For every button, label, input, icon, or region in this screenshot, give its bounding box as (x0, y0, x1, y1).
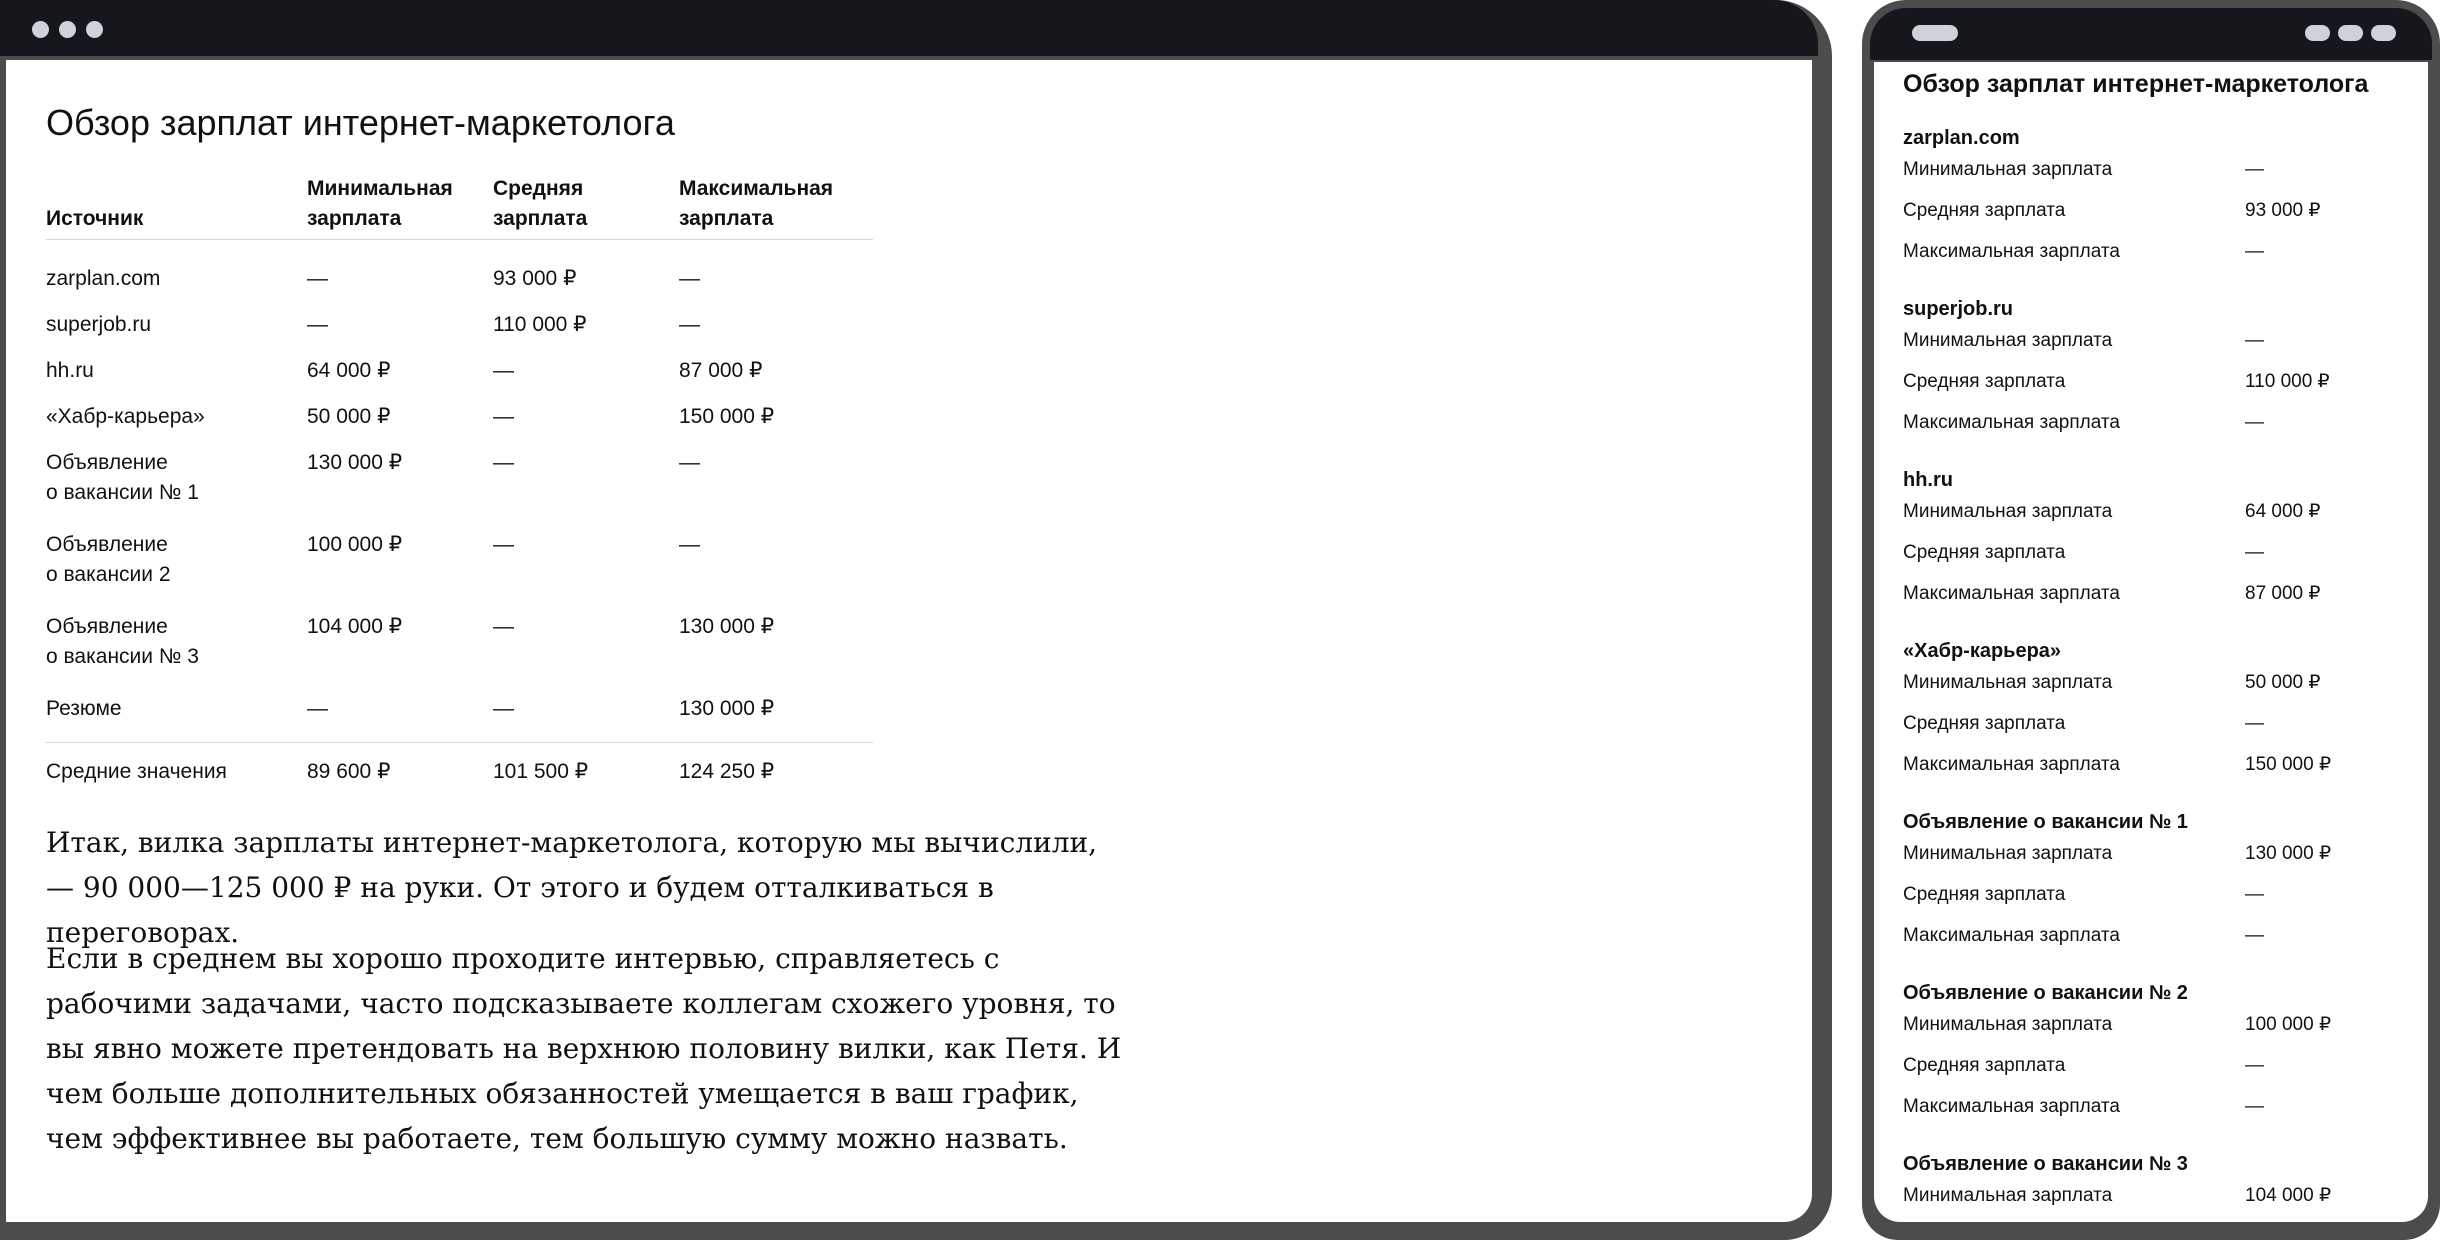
cell-source: «Хабр-карьера» (46, 405, 205, 428)
cell-avg: — (493, 359, 514, 382)
window-controls (32, 21, 103, 38)
list-item (1903, 712, 2413, 753)
cell-avg: — (493, 615, 514, 638)
item-label: Минимальная зарплата (1903, 1185, 2113, 1206)
cell-min: 100 000 ₽ (307, 533, 403, 556)
window-dot-icon (86, 21, 103, 38)
cell-max: 130 000 ₽ (679, 697, 775, 720)
mobile-page-title: Обзор зарплат интернет-маркетолога (1903, 70, 2369, 98)
cell-max: 87 000 ₽ (679, 359, 763, 382)
item-label: Минимальная зарплата (1903, 1014, 2113, 1035)
list-item (1903, 370, 2413, 411)
pill-icon (1912, 25, 1958, 41)
item-value: — (2245, 412, 2264, 433)
list-item (1903, 329, 2413, 370)
item-value: — (2245, 330, 2264, 351)
list-item (1903, 1054, 2413, 1095)
table-header (46, 174, 873, 240)
cell-min: 89 600 ₽ (307, 760, 391, 783)
section-title: zarplan.com (1903, 127, 2020, 149)
mobile-section (1903, 468, 2413, 639)
cell-source: Средние значения (46, 760, 227, 783)
cell-avg: 101 500 ₽ (493, 760, 589, 783)
table-row (46, 394, 873, 440)
mobile-section (1903, 1152, 2413, 1222)
list-item (1903, 1184, 2413, 1222)
header-max: Максимальная зарплата (679, 177, 834, 230)
item-value: 50 000 ₽ (2245, 672, 2321, 693)
mobile-section (1903, 981, 2413, 1152)
header-avg: Средняя зарплата (493, 177, 588, 230)
window-dot-icon (2338, 25, 2363, 41)
item-label: Минимальная зарплата (1903, 501, 2113, 522)
item-label: Минимальная зарплата (1903, 672, 2113, 693)
table-row (46, 686, 873, 732)
list-item (1903, 1013, 2413, 1054)
salary-table (46, 174, 873, 787)
table-row (46, 348, 873, 394)
table-footer (46, 742, 873, 787)
item-label: Максимальная зарплата (1903, 925, 2120, 946)
item-value: — (2245, 1096, 2264, 1117)
list-item (1903, 842, 2413, 883)
item-label: Максимальная зарплата (1903, 241, 2120, 262)
window-dot-icon (2305, 25, 2330, 41)
cell-min: 104 000 ₽ (307, 615, 403, 638)
list-item (1903, 541, 2413, 582)
cell-min: 50 000 ₽ (307, 405, 391, 428)
window-dot-icon (32, 21, 49, 38)
cell-avg: — (493, 405, 514, 428)
header-min: Минимальная зарплата (307, 177, 453, 230)
cell-source: Объявление о вакансии № 1 (46, 451, 199, 504)
item-label: Средняя зарплата (1903, 542, 2066, 563)
item-label: Максимальная зарплата (1903, 412, 2120, 433)
item-value: 64 000 ₽ (2245, 501, 2321, 522)
item-value: — (2245, 542, 2264, 563)
item-label: Средняя зарплата (1903, 1055, 2066, 1076)
cell-source: superjob.ru (46, 313, 152, 336)
item-value: — (2245, 159, 2264, 180)
window-dot-icon (2371, 25, 2396, 41)
list-item (1903, 240, 2413, 281)
section-title: Объявление о вакансии № 1 (1903, 811, 2188, 833)
item-label: Максимальная зарплата (1903, 583, 2120, 604)
cell-source: Объявление о вакансии № 3 (46, 615, 199, 668)
cell-max: 130 000 ₽ (679, 615, 775, 638)
cell-avg: — (493, 533, 514, 556)
window-dot-icon (59, 21, 76, 38)
mobile-browser-frame (1862, 0, 2440, 1240)
item-label: Максимальная зарплата (1903, 754, 2120, 775)
item-label: Средняя зарплата (1903, 371, 2066, 392)
item-value: 93 000 ₽ (2245, 200, 2321, 221)
item-value: 110 000 ₽ (2245, 371, 2330, 392)
mobile-section (1903, 126, 2413, 297)
cell-source: hh.ru (46, 359, 94, 382)
cell-source: Объявление о вакансии 2 (46, 533, 171, 586)
cell-avg: — (493, 697, 514, 720)
desktop-content (6, 60, 1812, 1222)
section-title: «Хабр-карьера» (1903, 640, 2062, 662)
paragraph: Итак, вилка зарплаты интернет-маркетолога, которую мы вычислили, — 90 000—125 000 ₽ на руки. От этого и будем отталкиваться в переговорах. (46, 826, 1098, 949)
mobile-salary-list (1903, 126, 2413, 1222)
list-item (1903, 199, 2413, 240)
paragraph: Если в среднем вы хорошо проходите интервью, справляетесь с рабочими задачами, часто подсказываете коллегам схожего уровня, то вы явно можете претендовать на верхнюю половину вилки, как Петя. И чем больше дополнительных обязанностей умещается в ваш график, чем эффективнее вы работаете, тем большую сумму можно назвать. (46, 942, 1122, 1155)
section-title: hh.ru (1903, 469, 1953, 491)
cell-source: Резюме (46, 697, 122, 720)
item-value: 100 000 ₽ (2245, 1014, 2332, 1035)
list-item (1903, 411, 2413, 452)
cell-max: — (679, 451, 700, 474)
cell-min: — (307, 313, 328, 336)
cell-avg: 110 000 ₽ (493, 313, 587, 336)
item-value: — (2245, 241, 2264, 262)
cell-max: 124 250 ₽ (679, 760, 775, 783)
item-label: Минимальная зарплата (1903, 843, 2113, 864)
item-value: — (2245, 884, 2264, 905)
mobile-section (1903, 639, 2413, 810)
mobile-section (1903, 297, 2413, 468)
list-item (1903, 158, 2413, 199)
item-label: Средняя зарплата (1903, 713, 2066, 734)
item-label: Минимальная зарплата (1903, 330, 2113, 351)
cell-min: — (307, 697, 328, 720)
mobile-content (1874, 62, 2428, 1222)
item-label: Средняя зарплата (1903, 200, 2066, 221)
section-title: superjob.ru (1903, 298, 2014, 320)
desktop-title-bar (0, 0, 1818, 56)
page-title: Обзор зарплат интернет-маркетолога (46, 102, 675, 143)
mobile-title-bar (1870, 8, 2432, 60)
window-controls (2305, 25, 2396, 41)
cell-min: 64 000 ₽ (307, 359, 391, 382)
list-item (1903, 500, 2413, 541)
cell-source: zarplan.com (46, 267, 161, 290)
list-item (1903, 883, 2413, 924)
item-label: Минимальная зарплата (1903, 159, 2113, 180)
item-value: 130 000 ₽ (2245, 843, 2332, 864)
cell-max: — (679, 267, 700, 290)
table-row (46, 522, 873, 604)
list-item (1903, 671, 2413, 712)
cell-max: 150 000 ₽ (679, 405, 775, 428)
item-value: — (2245, 713, 2264, 734)
cell-max: — (679, 533, 700, 556)
list-item (1903, 753, 2413, 794)
table-row (46, 440, 873, 522)
mobile-section (1903, 810, 2413, 981)
item-value: 87 000 ₽ (2245, 583, 2321, 604)
item-label: Средняя зарплата (1903, 884, 2066, 905)
section-title: Объявление о вакансии № 3 (1903, 1153, 2188, 1175)
cell-avg: 93 000 ₽ (493, 267, 577, 290)
table-row (46, 604, 873, 686)
section-title: Объявление о вакансии № 2 (1903, 982, 2188, 1004)
item-value: 104 000 ₽ (2245, 1185, 2332, 1206)
table-row (46, 302, 873, 348)
item-value: — (2245, 925, 2264, 946)
cell-max: — (679, 313, 700, 336)
table-row (46, 256, 873, 302)
item-label: Максимальная зарплата (1903, 1096, 2120, 1117)
header-source: Источник (46, 207, 144, 230)
list-item (1903, 924, 2413, 965)
cell-avg: — (493, 451, 514, 474)
list-item (1903, 1095, 2413, 1136)
item-value: — (2245, 1055, 2264, 1076)
item-value: 150 000 ₽ (2245, 754, 2332, 775)
list-item (1903, 582, 2413, 623)
cell-min: 130 000 ₽ (307, 451, 403, 474)
cell-min: — (307, 267, 328, 290)
